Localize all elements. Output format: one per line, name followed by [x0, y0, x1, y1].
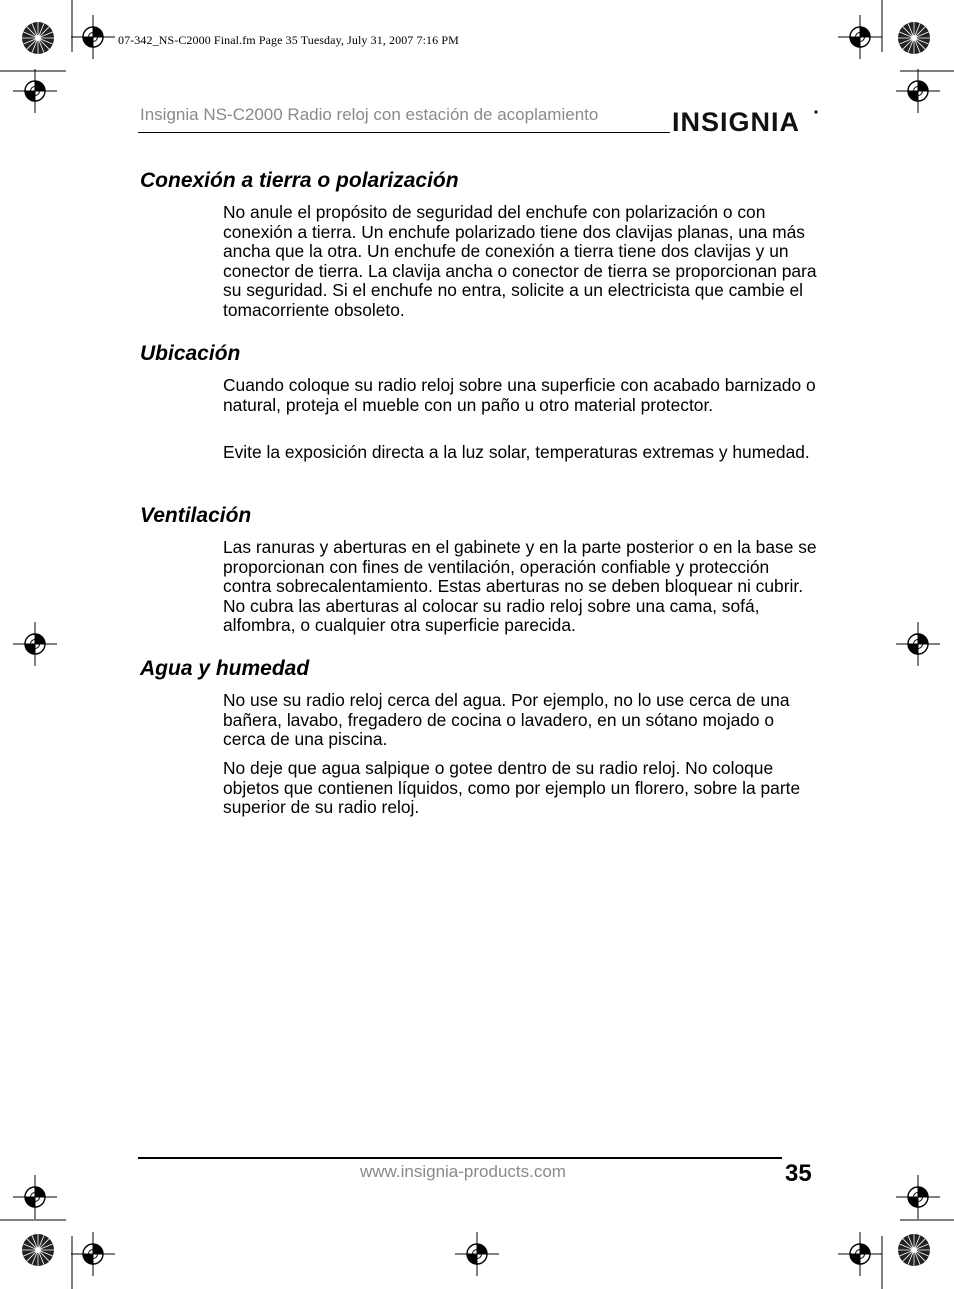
footer-rule	[138, 1157, 782, 1159]
header-title: Insignia NS-C2000 Radio reloj con estación de acoplamiento	[140, 105, 599, 124]
paragraph: No deje que agua salpique o gotee dentro de su radio reloj. No coloque objetos que contienen líquidos, como por ejemplo un florero, sobre la parte superior de su radio reloj.	[223, 758, 801, 818]
logo-text: INSIGNIA	[672, 107, 801, 137]
paragraph: Las ranuras y aberturas en el gabinete y en la parte posterior o en la base se proporcionan con fines de ventilación, operación confiable y protección contra sobrecalentamiento. Estas aberturas no se deben bloquear ni cubrir. No cubra las aberturas al colocar su radio reloj sobre una cama, sofá, alfombra, o cualquier otra superficie parecida.	[223, 537, 817, 636]
footer-url[interactable]: www.insignia-products.com	[360, 1162, 566, 1181]
paragraph: No anule el propósito de seguridad del enchufe con polarización o con conexión a tierra. Un enchufe polarizado tiene dos clavijas planas, una más ancha que la otra. Un enchufe de conexión a tierra tiene dos clavijas y un conector de tierra. La clavija ancha o conector de tierra se proporcionan para su seguridad. Si el enchufe no entra, solicite a un electricista que cambie el tomacorriente obsoleto.	[223, 202, 817, 320]
section-title: Ventilación	[140, 504, 252, 527]
header-rule	[138, 132, 670, 133]
insignia-logo	[672, 100, 820, 140]
section-title: Conexión a tierra o polarización	[140, 169, 459, 192]
paragraph: Evite la exposición directa a la luz solar, temperaturas extremas y humedad.	[223, 442, 810, 462]
paragraph: No use su radio reloj cerca del agua. Por ejemplo, no lo use cerca de una bañera, lavabo, fregadero de cocina o lavadero, en un sótano mojado o cerca de una piscina.	[223, 690, 790, 750]
paragraph: Cuando coloque su radio reloj sobre una superficie con acabado barnizado o natural, proteja el mueble con un paño u otro material protector.	[223, 375, 816, 415]
print-slug: 07-342_NS-C2000 Final.fm Page 35 Tuesday, July 31, 2007 7:16 PM	[118, 33, 459, 47]
section-title: Agua y humedad	[140, 657, 310, 680]
page-number: 35	[785, 1160, 812, 1187]
section-title: Ubicación	[140, 342, 241, 365]
